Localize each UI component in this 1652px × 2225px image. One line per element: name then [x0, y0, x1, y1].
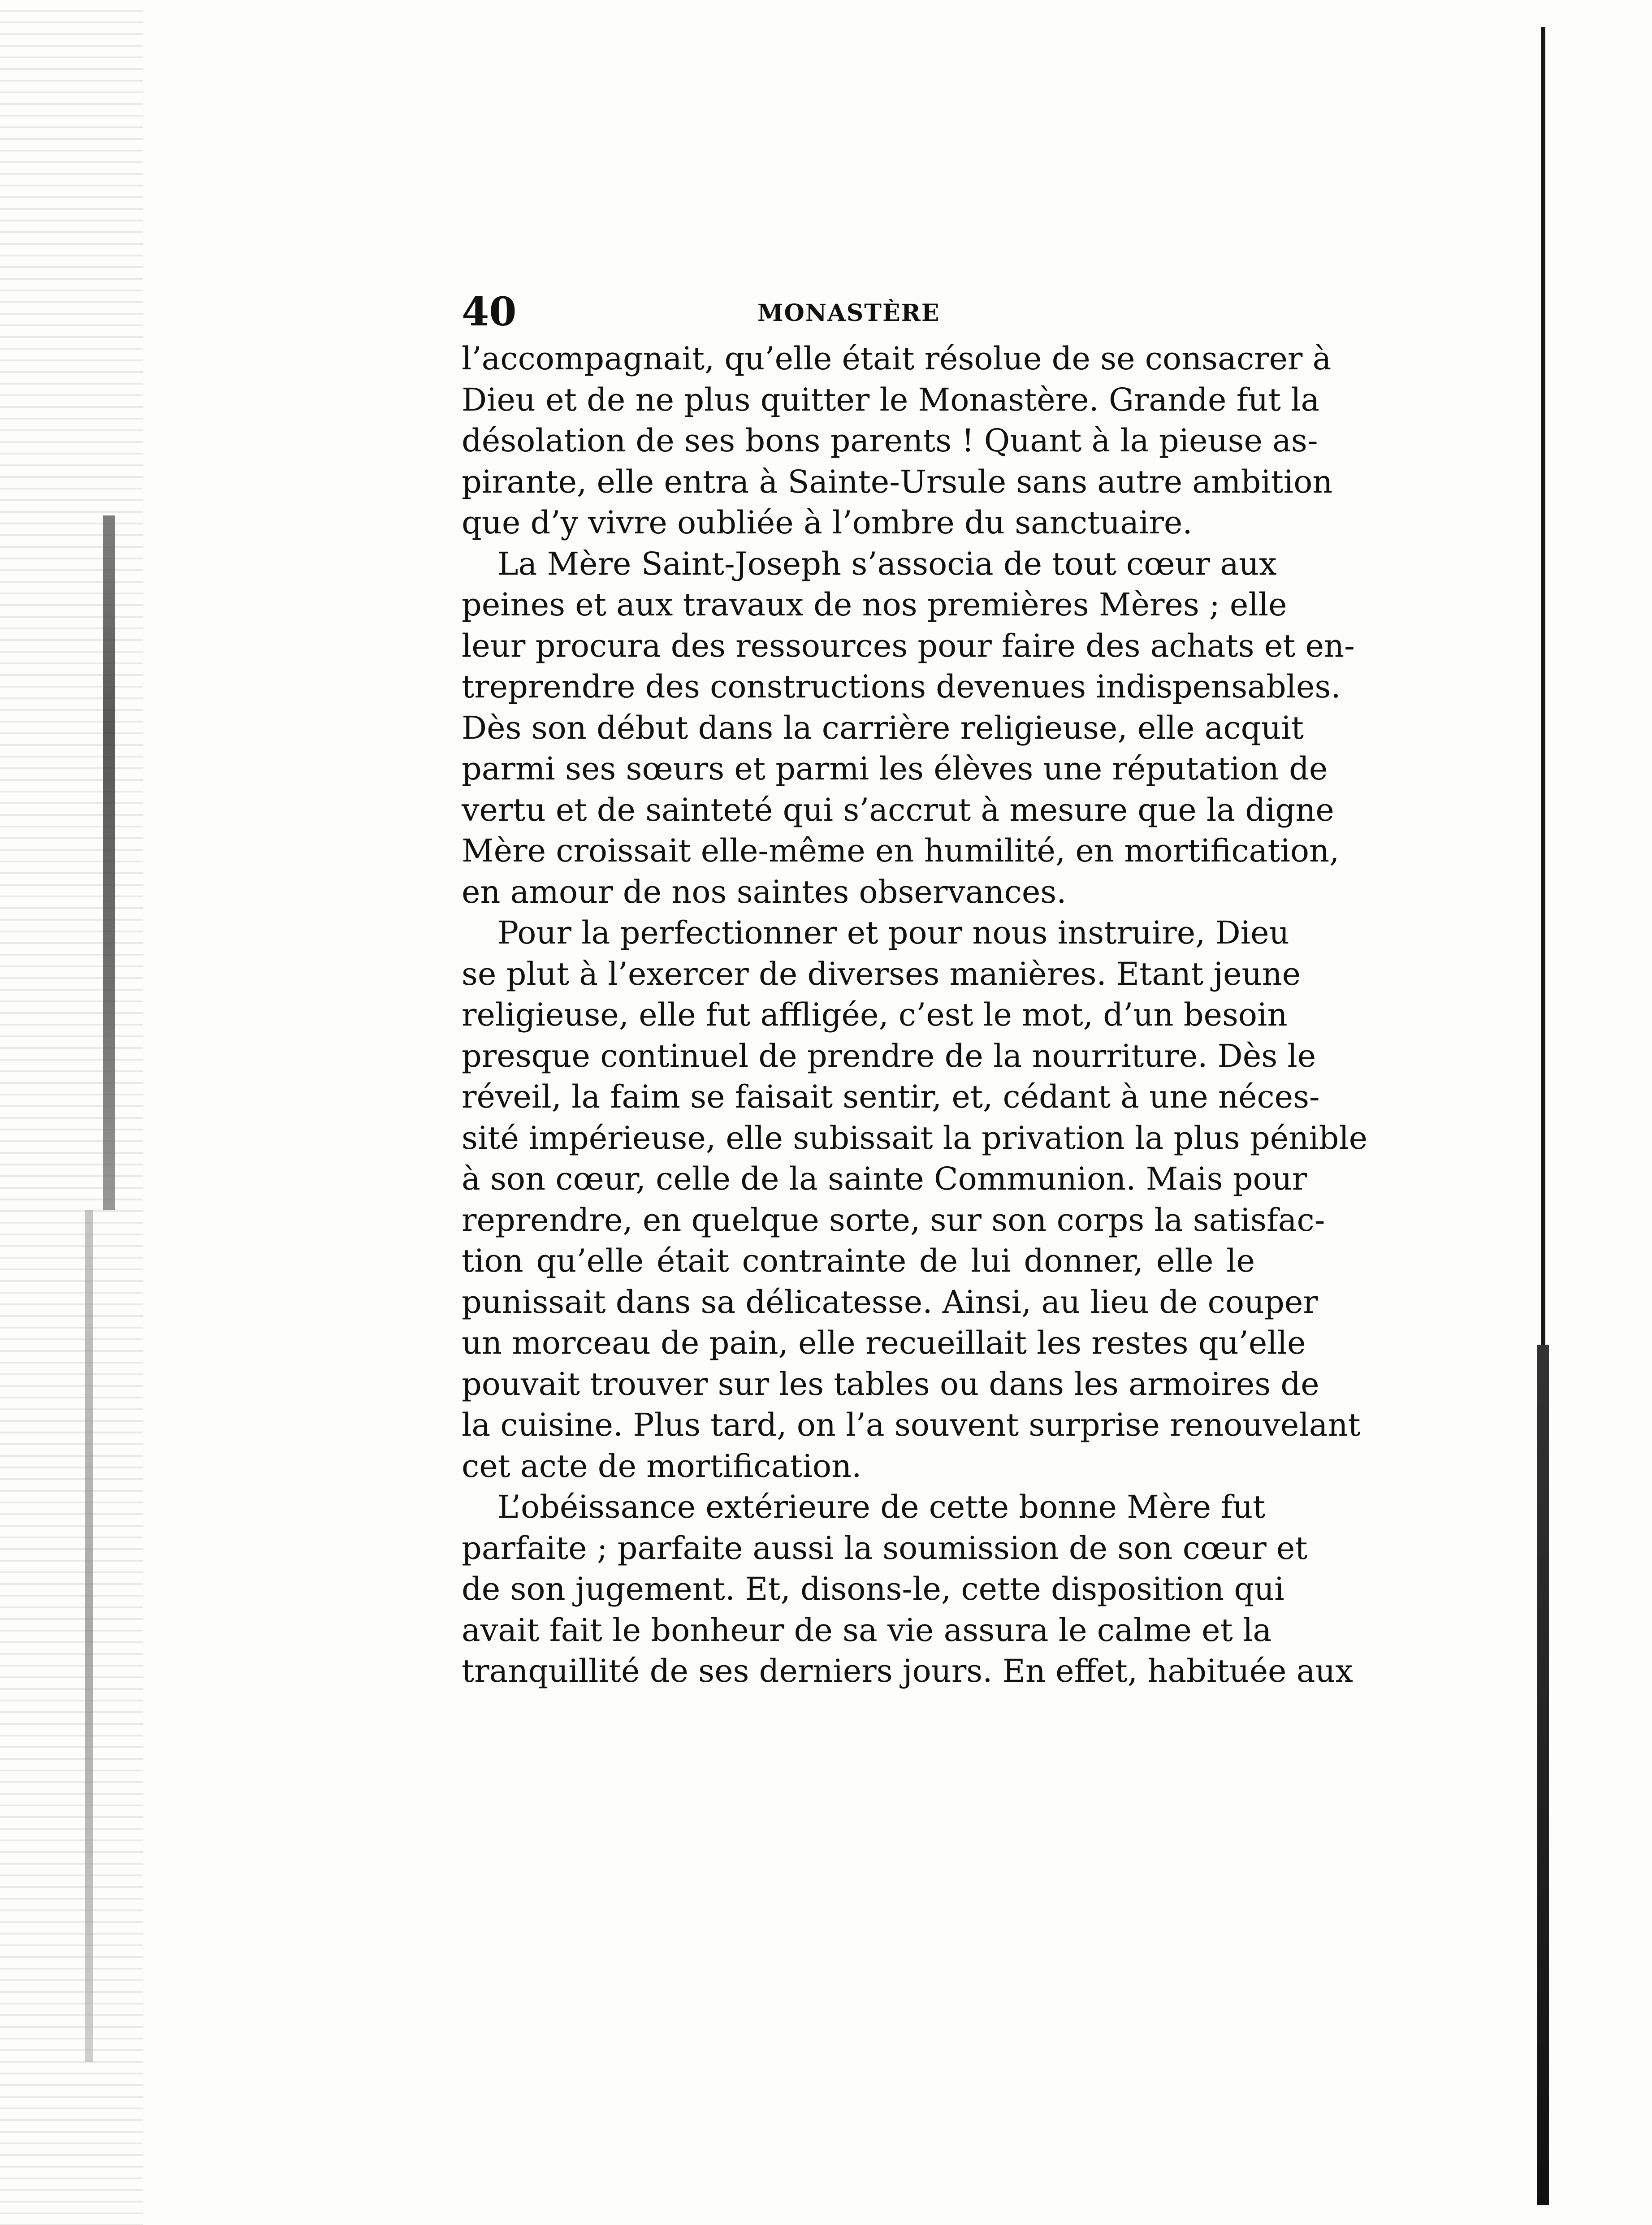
- text-line: Pour la perfectionner et pour nous instruire, Dieu: [497, 914, 1289, 951]
- page-edge-shadow: [1537, 1345, 1549, 2205]
- text-line: en amour de nos saintes observances.: [462, 873, 1067, 910]
- running-title: MONASTÈRE: [757, 299, 940, 327]
- text-line: Dès son début dans la carrière religieuse, elle acquit: [462, 709, 1304, 746]
- text-line: religieuse, elle fut affligée, c’est le mot, d’un besoin: [462, 996, 1288, 1033]
- text-line: presque continuel de prendre de la nourriture. Dès le: [462, 1037, 1316, 1074]
- text-line: tranquillité de ses derniers jours. En effet, habituée aux: [462, 1653, 1353, 1689]
- text-line: La Mère Saint-Joseph s’associa de tout cœur aux: [497, 545, 1277, 582]
- scan-edge-noise: [0, 0, 143, 2225]
- text-line: pouvait trouver sur les tables ou dans les armoires de: [462, 1365, 1319, 1403]
- text-line: avait fait le bonheur de sa vie assura le calme et la: [462, 1611, 1272, 1649]
- text-line: parmi ses sœurs et parmi les élèves une réputation de: [462, 750, 1328, 787]
- page-number: 40: [462, 288, 517, 335]
- text-line: l’accompagnait, qu’elle était résolue de se consacrer à: [462, 340, 1332, 377]
- text-line: désolation de ses bons parents ! Quant à la pieuse as-: [462, 422, 1318, 459]
- text-line: que d’y vivre oubliée à l’ombre du sanctuaire.: [462, 504, 1193, 541]
- scan-binding-shadow-lower: [85, 1210, 93, 2062]
- text-line: L’obéissance extérieure de cette bonne Mère fut: [497, 1489, 1266, 1525]
- scan-binding-shadow: [103, 515, 115, 1210]
- body-text: [462, 338, 1368, 1692]
- text-line: vertu et de sainteté qui s’accrut à mesure que la digne: [462, 791, 1334, 828]
- text-line: Dieu et de ne plus quitter le Monastère. Grande fut la: [462, 381, 1320, 418]
- text-line: sité impérieuse, elle subissait la privation la plus pénible: [462, 1119, 1368, 1156]
- text-line: cet acte de mortification.: [462, 1447, 862, 1485]
- page-header: [462, 287, 1255, 336]
- text-line: pirante, elle entra à Sainte-Ursule sans autre ambition: [462, 463, 1333, 500]
- text-line: de son jugement. Et, disons-le, cette disposition qui: [462, 1571, 1284, 1607]
- text-line: tion qu’elle était contrainte de lui donner, elle le: [462, 1242, 1255, 1279]
- text-line: treprendre des constructions devenues indispensables.: [462, 668, 1341, 705]
- text-line: un morceau de pain, elle recueillait les restes qu’elle: [462, 1325, 1306, 1361]
- text-line: réveil, la faim se faisait sentir, et, cédant à une néces-: [462, 1078, 1320, 1115]
- text-line: à son cœur, celle de la sainte Communion. Mais pour: [462, 1160, 1307, 1197]
- text-line: parfaite ; parfaite aussi la soumission de son cœur et: [462, 1529, 1308, 1567]
- text-line: Mère croissait elle-même en humilité, en mortification,: [462, 832, 1340, 869]
- text-line: leur procura des ressources pour faire des achats et en-: [462, 627, 1355, 664]
- text-line: reprendre, en quelque sorte, sur son corps la satisfac-: [462, 1201, 1325, 1238]
- text-line: peines et aux travaux de nos premières Mères ; elle: [462, 586, 1287, 623]
- text-line: punissait dans sa délicatesse. Ainsi, au lieu de couper: [462, 1283, 1318, 1320]
- text-line: se plut à l’exercer de diverses manières. Etant jeune: [462, 955, 1301, 992]
- text-line: la cuisine. Plus tard, on l’a souvent surprise renouvelant: [462, 1407, 1361, 1443]
